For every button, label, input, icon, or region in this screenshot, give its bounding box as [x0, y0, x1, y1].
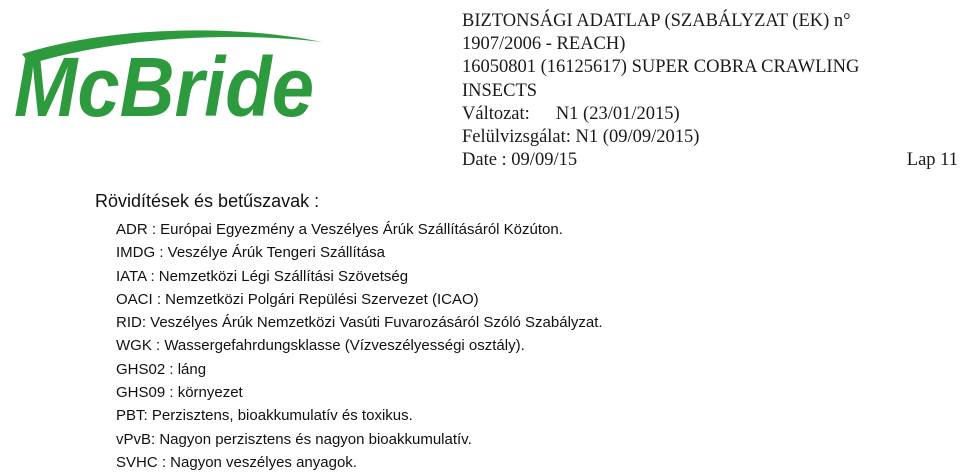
abbreviation-item-ghs02: GHS02 : láng — [116, 360, 207, 378]
abbreviation-item-pbt: PBT: Perzisztens, bioakkumulatív és toxikus. — [116, 407, 413, 425]
doc-title-line-1: BIZTONSÁGI ADATLAP (SZABÁLYZAT (EK) n° — [462, 11, 851, 31]
date-row — [462, 149, 958, 172]
version-value: N1 (23/01/2015) — [555, 103, 680, 124]
document-header — [462, 10, 958, 172]
abbreviation-list — [116, 218, 603, 474]
abbreviation-item-svhc: SVHC : Nagyon veszélyes anyagok. — [116, 453, 357, 471]
abbreviation-item-wgk: WGK : Wassergefahrdungsklasse (Vízveszélyességi osztály). — [116, 337, 525, 355]
mcbride-logo — [0, 20, 330, 130]
product-line-1: 16050801 (16125617) SUPER COBRA CRAWLING — [462, 57, 860, 78]
abbreviation-item-ghs09: GHS09 : környezet — [116, 384, 243, 402]
revision-row: Felülvizsgálat: N1 (09/09/2015) — [462, 127, 700, 148]
product-line-2: INSECTS — [462, 80, 538, 101]
logo-wordmark: McBride — [14, 40, 314, 130]
section-title: Rövidítések és betűszavak : — [95, 191, 320, 211]
page-number: Lap 11 — [906, 150, 958, 171]
version-row — [462, 103, 958, 126]
abbreviation-item-vpvb: vPvB: Nagyon perzisztens és nagyon bioakkumulatív. — [116, 430, 472, 448]
version-label: Változat: — [462, 103, 530, 124]
abbreviation-item-oaci: OACI : Nemzetközi Polgári Repülési Szervezet (ICAO) — [116, 290, 479, 308]
abbreviation-item-imdg: IMDG : Veszélye Árúk Tengeri Szállítása — [116, 244, 386, 262]
date-label: Date : 09/09/15 — [462, 150, 578, 171]
doc-title-line-2: 1907/2006 - REACH) — [462, 34, 626, 55]
abbreviation-item-iata: IATA : Nemzetközi Légi Szállítási Szövetség — [116, 267, 409, 285]
abbreviation-item-adr: ADR : Európai Egyezmény a Veszélyes Árúk Szállításáról Közúton. — [116, 221, 563, 238]
abbreviation-item-rid: RID: Veszélyes Árúk Nemzetközi Vasúti Fuvarozásáról Szóló Szabályzat. — [116, 314, 603, 332]
